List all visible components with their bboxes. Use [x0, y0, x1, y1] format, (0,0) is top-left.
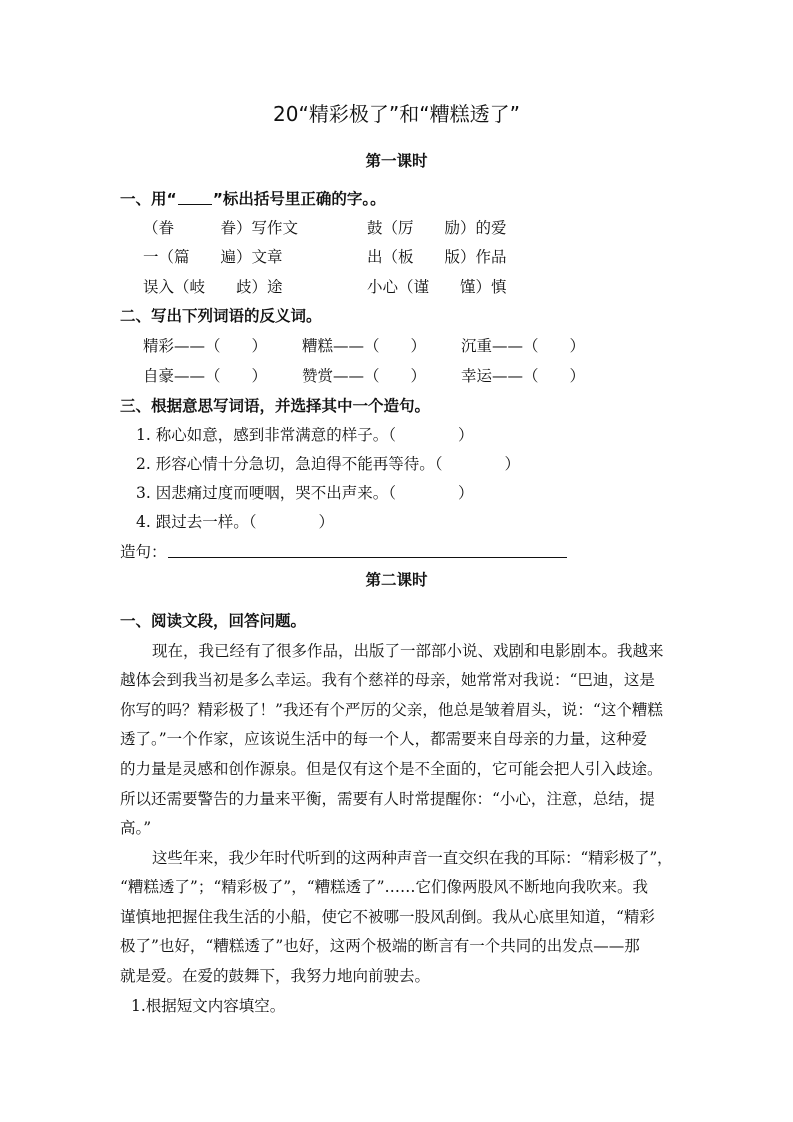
paragraph-line: 高。” — [120, 819, 152, 837]
q2-item: 自豪——（ ） — [143, 367, 268, 385]
q1-heading-post: ”标出括号里正确的字。。 — [212, 190, 386, 208]
paragraph-line: 透了。”一个作家，应该说生活中的每一个人，都需要来自母亲的力量，这种爱 — [120, 730, 648, 748]
answer-blank — [178, 190, 212, 205]
paragraph-line: 越体会到我当初是多么幸运。我有个慈祥的母亲，她常常对我说：“巴迪，这是 — [120, 671, 655, 689]
paragraph-line: 你写的吗？精彩极了！”我还有个严厉的父亲，他总是皱着眉头，说：“这个糟糕 — [120, 701, 663, 719]
q2-item: 沉重——（ ） — [461, 337, 586, 355]
q1-item: 鼓（厉 励）的爱 — [367, 219, 507, 237]
page-title: 20“精彩极了”和“糟糕透了” — [273, 102, 520, 126]
lesson2-heading: 第二课时 — [365, 571, 428, 589]
q3-item: 1. 称心如意，感到非常满意的样子。（ ） — [136, 426, 474, 444]
paragraph-line: 谨慎地把握住我生活的小船，使它不被哪一股风刮倒。我从心底里知道，“精彩 — [120, 908, 655, 926]
q1-item: 一（篇 遍）文章 — [143, 248, 283, 266]
q1-heading-pre: 一、用“ — [120, 190, 177, 208]
paragraph-line: “糟糕透了”；“精彩极了”，“糟糕透了”……它们像两股风不断地向我吹来。我 — [120, 878, 649, 896]
q3-item: 4. 跟过去一样。（ ） — [136, 513, 334, 531]
reading-heading: 一、阅读文段，回答问题。 — [120, 612, 307, 630]
paragraph-line: 这些年来，我少年时代听到的这两种声音一直交织在我的耳际：“精彩极了”， — [152, 849, 673, 867]
paragraph-line: 极了”也好，“糟糕透了”也好，这两个极端的断言有一个共同的出发点——那 — [120, 937, 640, 955]
lesson1-heading: 第一课时 — [365, 152, 428, 170]
q1-item: 出（板 版）作品 — [367, 248, 507, 266]
q2-item: 赞赏——（ ） — [302, 367, 427, 385]
sentence-answer-line — [168, 557, 567, 558]
paragraph-line: 的力量是灵感和创作源泉。但是仅有这个是不全面的，它可能会把人引入歧途。 — [120, 760, 663, 778]
paragraph-line: 就是爱。在爱的鼓舞下，我努力地向前驶去。 — [120, 967, 431, 985]
sub-question: 1.根据短文内容填空。 — [131, 997, 286, 1015]
q2-item: 幸运——（ ） — [461, 367, 586, 385]
q1-item: 误入（岐 歧）途 — [143, 278, 283, 296]
q3-heading: 三、根据意思写词语，并选择其中一个造句。 — [120, 397, 431, 415]
q1-heading — [120, 189, 386, 209]
paragraph-line: 现在，我已经有了很多作品，出版了一部部小说、戏剧和电影剧本。我越来 — [152, 642, 664, 660]
q1-item: 小心（谨 馑）慎 — [367, 278, 507, 296]
q2-item: 精彩——（ ） — [143, 337, 268, 355]
q2-heading: 二、写出下列词语的反义词。 — [120, 307, 322, 325]
paragraph-line: 所以还需要警告的力量来平衡，需要有人时常提醒你：“小心，注意，总结，提 — [120, 790, 655, 808]
q2-item: 糟糕——（ ） — [302, 337, 427, 355]
q3-item: 2. 形容心情十分急切，急迫得不能再等待。（ ） — [136, 455, 520, 473]
q3-item: 3. 因悲痛过度而哽咽，哭不出声来。（ ） — [136, 484, 474, 502]
q1-item: （眷 眷）写作文 — [143, 219, 299, 237]
sentence-label: 造句： — [120, 543, 167, 561]
